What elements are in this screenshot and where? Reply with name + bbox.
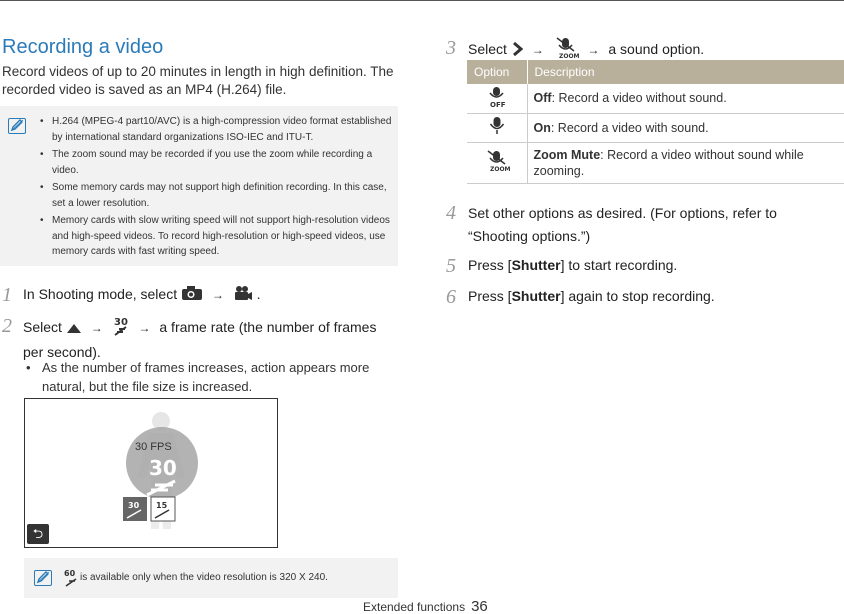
triangle-up-icon [66, 319, 82, 339]
page-number: 36 [471, 598, 488, 614]
step-2-bullet: • As the number of frames increases, action appears more natural, but the file size is increased. [42, 358, 382, 396]
svg-text:60: 60 [64, 569, 76, 578]
step-text: a sound option. [608, 41, 705, 58]
sound-options-table [467, 60, 844, 184]
table-header: Option [467, 60, 527, 84]
step-text: . [256, 286, 261, 302]
step-number: 4 [446, 202, 456, 224]
note-item: • Memory cards with slow writing speed will not support high-resolution videos and high-speed videos. To record high-resolution or high-speed videos, use memory cards with fast writing speed. [52, 213, 392, 260]
fps-60-icon [64, 568, 78, 593]
back-button[interactable]: ⮌ [27, 524, 49, 544]
note-item: • The zoom sound may be recorded if you use the zoom while recording a video. [52, 147, 392, 178]
mic-off-icon [467, 84, 527, 113]
step-4: Set other options as desired. (For options, refer to “Shooting options.”) [468, 205, 777, 244]
intro-text: Record videos of up to 20 minutes in length in high definition. The recorded video is saved as an MP4 (H.264) file. [2, 64, 394, 97]
step-text: In Shooting mode, select [23, 286, 178, 302]
step-number: 1 [2, 284, 12, 306]
arrow-icon: → [587, 43, 600, 58]
step-text: Select [468, 41, 507, 58]
svg-text:30: 30 [113, 317, 128, 328]
step-number: 6 [446, 286, 456, 308]
section-title: Recording a video [2, 36, 164, 58]
step-1 [23, 284, 383, 306]
footer-section: Extended functions [363, 600, 466, 614]
svg-text:15: 15 [156, 501, 168, 510]
table-header: Description [527, 60, 844, 84]
note-list [52, 114, 392, 262]
option-desc: : Record a video with sound. [550, 120, 709, 135]
option-name: On [533, 120, 551, 135]
video-camera-icon [233, 285, 253, 306]
note-box [0, 106, 398, 266]
page-footer [363, 598, 488, 614]
screen-graphic [25, 399, 278, 548]
svg-text:30: 30 [128, 501, 140, 510]
arrow-icon: → [138, 321, 151, 336]
step-6 [468, 286, 828, 306]
table-row [467, 113, 844, 142]
option-desc: : Record a video without sound. [551, 91, 727, 106]
shutter-key: Shutter [511, 257, 561, 273]
top-rule [0, 0, 844, 1]
camera-smart-icon [181, 285, 203, 306]
note-item: • H.264 (MPEG-4 part10/AVC) is a high-compression video format established by international standard organizations ISO-IEC and ITU-T. [52, 114, 392, 145]
table-row [467, 142, 844, 183]
note-icon [34, 570, 52, 586]
option-desc: : Record a video without sound while zooming. [533, 147, 804, 178]
option-name: Zoom Mute [533, 147, 601, 162]
step-number: 3 [446, 37, 456, 59]
shutter-key: Shutter [511, 288, 561, 304]
mic-zoom-icon [467, 142, 527, 183]
bottom-note-text: is available only when the video resolution is 320 X 240. [80, 572, 328, 583]
note-item: • Some memory cards may not support high definition recording. In this case, set a lower resolution. [52, 180, 392, 211]
step-text: a frame rate (the number of frames per second). [23, 319, 377, 360]
arrow-icon: → [531, 43, 544, 58]
step-text: ] again to stop recording. [560, 288, 715, 304]
fps-30-icon [112, 315, 130, 342]
camera-screen [24, 398, 278, 548]
step-text: Press [ [468, 288, 512, 304]
table-row [467, 84, 844, 113]
svg-text:30: 30 [149, 456, 177, 480]
step-text: Press [ [468, 257, 512, 273]
step-5 [468, 255, 828, 275]
fps-label: 30 FPS [135, 441, 172, 453]
table-cell [527, 142, 844, 183]
chevron-right-icon [511, 41, 523, 61]
arrow-icon: → [211, 288, 224, 302]
svg-text:OFF: OFF [489, 100, 506, 108]
step-text: ] to start recording. [560, 257, 678, 273]
table-cell [527, 84, 844, 113]
mic-icon [467, 113, 527, 142]
step-number: 2 [2, 315, 12, 337]
step-number: 5 [446, 255, 456, 277]
arrow-icon: → [90, 321, 103, 336]
step-2 [23, 315, 383, 362]
step-text: Select [23, 319, 62, 336]
table-cell [527, 113, 844, 142]
option-name: Off [533, 91, 552, 106]
note-icon [8, 118, 26, 134]
svg-text:ZOOM: ZOOM [558, 53, 579, 59]
svg-text:ZOOM: ZOOM [489, 166, 510, 172]
bottom-note-box [24, 558, 398, 598]
